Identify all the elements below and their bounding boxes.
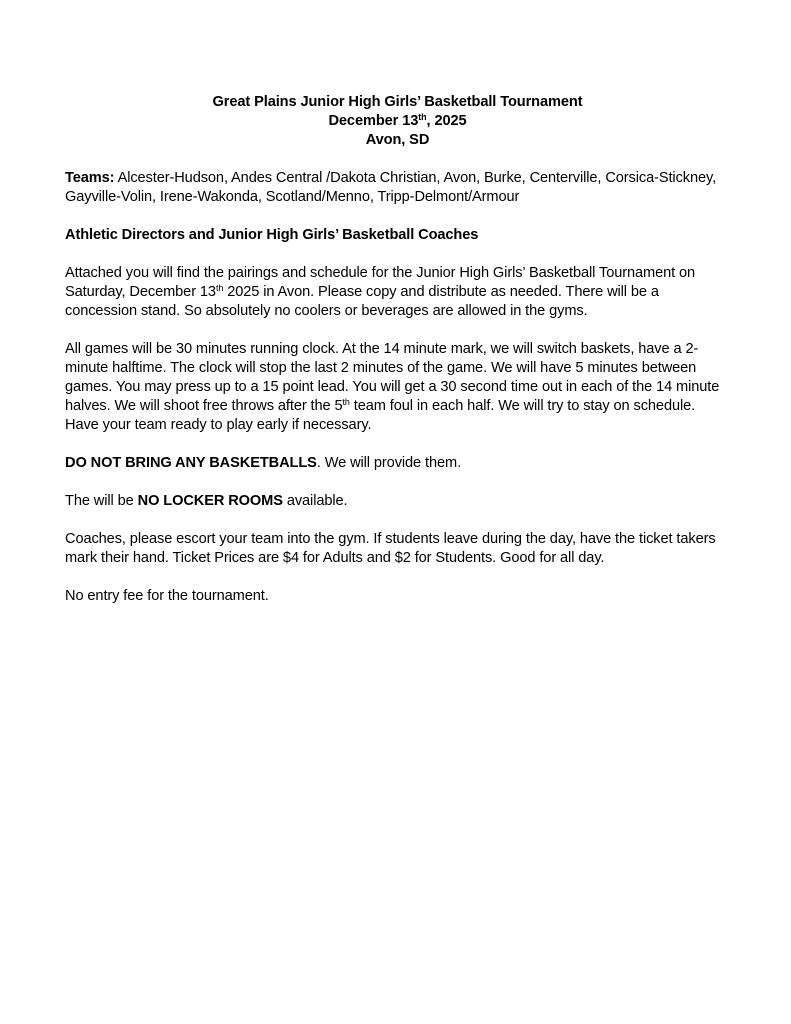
- rules-text-part1: All games will be 30 minutes running clock. At the 14 minute mark, we will switch baskets, have a 2-minute halftime. The clock will stop the last 2 minutes of the game. We will have 5 minutes between games. You may press up to a 15 point lead. You will get a 30 second time out in each of the 14 minute halves. We will shoot free throws after the 5: [65, 341, 720, 414]
- rules-superscript: th: [342, 397, 350, 407]
- attached-text-part2: 2025 in Avon. Please copy and distribute as needed. There will be a concession stand. So absolutely no coolers or beverages are allowed in the gyms.: [65, 284, 659, 319]
- tournament-date: [65, 112, 730, 131]
- tournament-location: Avon, SD: [365, 132, 430, 148]
- rules-paragraph: [65, 340, 730, 435]
- date-superscript: th: [418, 112, 427, 122]
- attached-paragraph: [65, 264, 730, 321]
- attached-text-part1: Attached you will find the pairings and schedule for the Junior High Girls’ Basketball Tournament on Saturday, December 13: [65, 265, 696, 300]
- tournament-title: Great Plains Junior High Girls’ Basketball Tournament: [212, 94, 583, 110]
- document-header: [65, 93, 730, 150]
- basketballs-bold: DO NOT BRING ANY BASKETBALLS: [65, 455, 317, 471]
- teams-paragraph: [65, 169, 730, 207]
- document-body: [65, 93, 730, 625]
- date-prefix: December 13: [328, 113, 419, 129]
- basketballs-paragraph: [65, 454, 730, 473]
- basketballs-rest: . We will provide them.: [316, 455, 462, 471]
- attached-superscript: th: [215, 283, 224, 293]
- locker-paragraph: [65, 492, 730, 511]
- teams-list: Alcester-Hudson, Andes Central /Dakota Christian, Avon, Burke, Centerville, Corsica-Stickney, Gayville-Volin, Irene-Wakonda, Scotland/Menno, Tripp-Delmont/Armour: [65, 170, 717, 205]
- addressee-heading: [65, 226, 730, 245]
- locker-pre: The will be: [65, 493, 138, 509]
- teams-label: Teams:: [65, 170, 115, 186]
- coaches-paragraph: Coaches, please escort your team into the gym. If students leave during the day, have the ticket takers mark their hand. Ticket Prices are $4 for Adults and $2 for Students. Good for all day.: [65, 531, 716, 566]
- entry-fee-paragraph: No entry fee for the tournament.: [65, 588, 269, 604]
- locker-bold: NO LOCKER ROOMS: [137, 493, 283, 509]
- date-suffix: , 2025: [426, 113, 467, 129]
- locker-post: available.: [282, 493, 348, 509]
- addressee-text: Athletic Directors and Junior High Girls’ Basketball Coaches: [65, 227, 479, 243]
- rules-text-part2: team foul in each half. We will try to stay on schedule. Have your team ready to play early if necessary.: [65, 398, 696, 433]
